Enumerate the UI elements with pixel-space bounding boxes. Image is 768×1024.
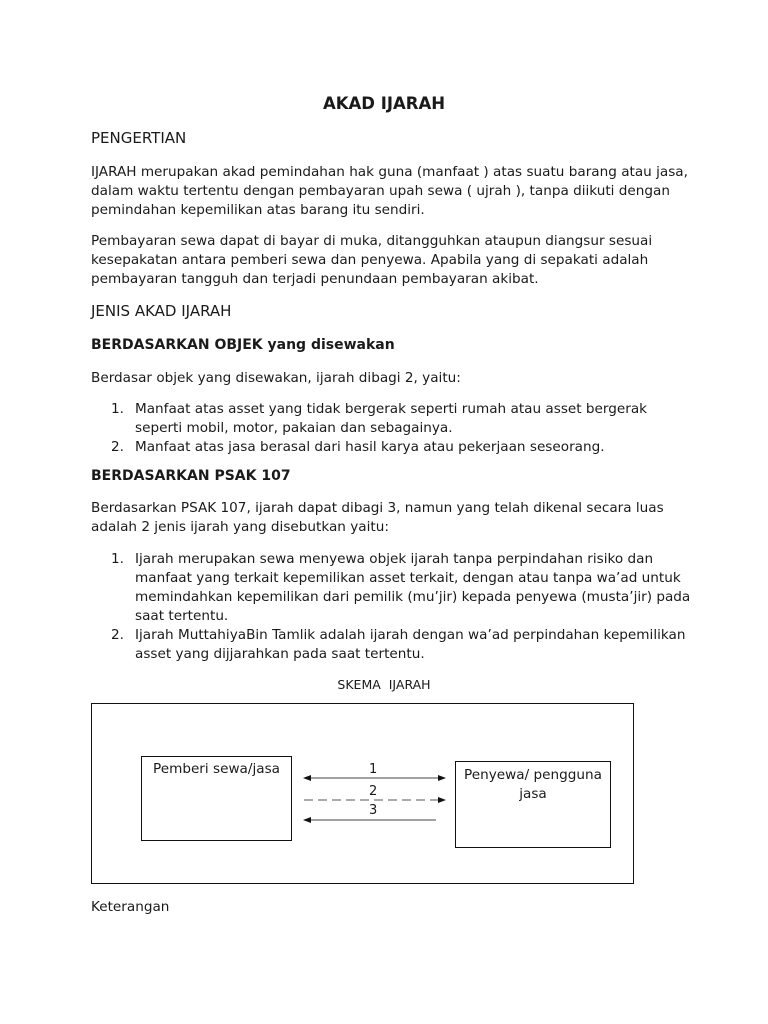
list-number: 1. bbox=[111, 551, 124, 567]
jenis-heading: JENIS AKAD IJARAH bbox=[91, 302, 232, 320]
penyewa-box: Penyewa/ pengguna jasa bbox=[455, 761, 611, 848]
list-text: Ijarah merupakan sewa menyewa objek ijarah tanpa perpindahan risiko dan manfaat yang terkait kepemilikan asset terkait, dengan atau tanpa wa’ad untuk memindahkan kepemilikan dari pemilik (mu’jir) kepada penyewa (musta’jir) pada saat tertentu. bbox=[135, 551, 691, 624]
pengertian-paragraph-2: Pembayaran sewa dapat di bayar di muka, ditangguhkan ataupun diangsur sesuai kesepakatan antara pemberi sewa dan penyewa. Apabila yang di sepakati adalah pembayaran tangguh dan terjadi penundaan pembayaran akibat. bbox=[91, 233, 653, 287]
list-text: Manfaat atas jasa berasal dari hasil karya atau pekerjaan seseorang. bbox=[135, 439, 605, 455]
objek-intro: Berdasar objek yang disewakan, ijarah dibagi 2, yaitu: bbox=[91, 370, 461, 386]
arrow-1-right-head bbox=[438, 775, 446, 781]
schema-diagram bbox=[91, 703, 634, 884]
arrow-3-label: 3 bbox=[369, 803, 378, 818]
arrow-1-label: 1 bbox=[369, 762, 378, 777]
schema-caption: SKEMA IJARAH bbox=[337, 677, 431, 692]
list-text: Ijarah MuttahiyaBin Tamlik adalah ijarah dengan wa’ad perpindahan kepemilikan asset yang dijjarahkan pada saat tertentu. bbox=[135, 627, 686, 662]
list-number: 2. bbox=[111, 627, 124, 643]
psak-subheading: BERDASARKAN PSAK 107 bbox=[91, 468, 291, 484]
arrow-2-right-head bbox=[438, 797, 446, 803]
keterangan-label: Keterangan bbox=[91, 899, 170, 915]
list-text: Manfaat atas asset yang tidak bergerak seperti rumah atau asset bergerak seperti mobil, motor, pakaian dan sebagainya. bbox=[135, 401, 648, 436]
list-item bbox=[91, 550, 691, 626]
pengertian-heading: PENGERTIAN bbox=[91, 129, 187, 147]
arrow-1-left-head bbox=[303, 775, 311, 781]
objek-subheading: BERDASARKAN OBJEK yang disewakan bbox=[91, 337, 395, 353]
arrow-2-label: 2 bbox=[369, 784, 378, 799]
list-item bbox=[91, 438, 691, 457]
pemberi-sewa-box: Pemberi sewa/jasa bbox=[141, 756, 292, 841]
objek-list bbox=[91, 400, 691, 457]
document-title: AKAD IJARAH bbox=[322, 94, 446, 113]
pengertian-paragraph-1: IJARAH merupakan akad pemindahan hak guna (manfaat ) atas suatu barang atau jasa, dalam waktu tertentu dengan pembayaran upah sewa ( ujrah ), tanpa diikuti dengan pemindahan kepemilikan atas barang itu sendiri. bbox=[91, 164, 688, 218]
psak-intro: Berdasarkan PSAK 107, ijarah dapat dibagi 3, namun yang telah dikenal secara luas adalah 2 jenis ijarah yang disebutkan yaitu: bbox=[91, 500, 664, 535]
arrow-3-left-head bbox=[303, 817, 311, 823]
list-item bbox=[91, 400, 691, 438]
list-item bbox=[91, 626, 691, 664]
list-number: 2. bbox=[111, 439, 124, 455]
psak-list bbox=[91, 550, 691, 664]
list-number: 1. bbox=[111, 401, 124, 417]
